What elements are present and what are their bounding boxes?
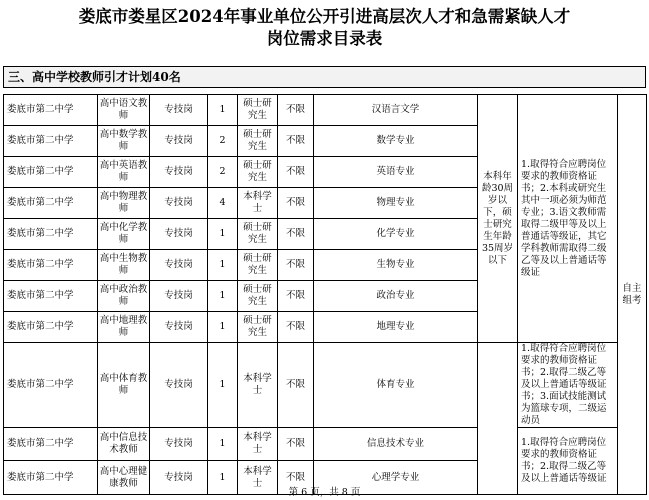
major-cell: 汉语言文学: [314, 95, 478, 126]
unit-cell: 娄底市第二中学: [4, 250, 98, 281]
count-cell: 2: [208, 126, 238, 157]
education-cell: 硕士研究生: [238, 219, 278, 250]
post-type-cell: 专技岗: [150, 343, 208, 428]
title-line-2: 岗位需求目录表: [266, 29, 383, 48]
education-cell: 本科学士: [238, 188, 278, 219]
education-cell: 本科学士: [238, 343, 278, 428]
exam-method-cell: 自主组考: [618, 95, 647, 495]
limit-cell: 不限: [278, 157, 314, 188]
post-cell: 高中体育教师: [98, 343, 150, 428]
education-cell: 本科学士: [238, 428, 278, 461]
post-type-cell: 专技岗: [150, 312, 208, 343]
count-cell: 1: [208, 95, 238, 126]
major-cell: 物理专业: [314, 188, 478, 219]
unit-cell: 娄底市第二中学: [4, 157, 98, 188]
limit-cell: 不限: [278, 461, 314, 495]
major-cell: 体育专业: [314, 343, 478, 428]
post-cell: 高中生物教师: [98, 250, 150, 281]
unit-cell: 娄底市第二中学: [4, 219, 98, 250]
table-row: [4, 95, 647, 126]
count-cell: 1: [208, 219, 238, 250]
education-cell: 硕士研究生: [238, 126, 278, 157]
requirements-cell-1: 1.取得符合应聘岗位要求的教师资格证书；2.本科或研究生其中一项必须为师范专业；3.语文教师需取得二级甲等及以上普通话等级证，其它学科教师需取得二级乙等及以上普通话等级证: [518, 95, 618, 343]
count-cell: 1: [208, 461, 238, 495]
count-cell: 1: [208, 281, 238, 312]
unit-cell: 娄底市第二中学: [4, 281, 98, 312]
table-row: [4, 428, 647, 461]
unit-cell: 娄底市第二中学: [4, 461, 98, 495]
major-cell: 政治专业: [314, 281, 478, 312]
major-cell: 化学专业: [314, 219, 478, 250]
limit-cell: 不限: [278, 188, 314, 219]
post-cell: 高中地理教师: [98, 312, 150, 343]
major-cell: 生物专业: [314, 250, 478, 281]
post-type-cell: 专技岗: [150, 126, 208, 157]
limit-cell: 不限: [278, 95, 314, 126]
post-cell: 高中心理健康教师: [98, 461, 150, 495]
page-footer: 第 6 页，共 8 页: [288, 487, 361, 498]
limit-cell: 不限: [278, 250, 314, 281]
post-type-cell: 专技岗: [150, 461, 208, 495]
education-cell: 硕士研究生: [238, 95, 278, 126]
age-requirement-cell-empty: [478, 343, 518, 495]
unit-cell: 娄底市第二中学: [4, 188, 98, 219]
post-cell: 高中化学教师: [98, 219, 150, 250]
unit-cell: 娄底市第二中学: [4, 312, 98, 343]
limit-cell: 不限: [278, 312, 314, 343]
unit-cell: 娄底市第二中学: [4, 126, 98, 157]
section-heading: 三、高中学校教师引才计划40名: [3, 66, 646, 88]
post-cell: 高中物理教师: [98, 188, 150, 219]
education-cell: 硕士研究生: [238, 312, 278, 343]
major-cell: 信息技术专业: [314, 428, 478, 461]
major-cell: 地理专业: [314, 312, 478, 343]
age-requirement-cell: 本科年龄30周岁以下，硕士研究生年龄35周岁以下: [478, 95, 518, 343]
major-cell: 心理学专业: [314, 461, 478, 495]
unit-cell: 娄底市第二中学: [4, 343, 98, 428]
post-cell: 高中英语教师: [98, 157, 150, 188]
post-type-cell: 专技岗: [150, 428, 208, 461]
education-cell: 硕士研究生: [238, 157, 278, 188]
limit-cell: 不限: [278, 428, 314, 461]
post-type-cell: 专技岗: [150, 95, 208, 126]
count-cell: 4: [208, 188, 238, 219]
limit-cell: 不限: [278, 343, 314, 428]
post-type-cell: 专技岗: [150, 188, 208, 219]
document-title: [0, 6, 649, 50]
limit-cell: 不限: [278, 126, 314, 157]
title-line-1: 娄底市娄星区2024年事业单位公开引进高层次人才和急需紧缺人才: [78, 7, 571, 26]
count-cell: 1: [208, 250, 238, 281]
limit-cell: 不限: [278, 219, 314, 250]
count-cell: 1: [208, 343, 238, 428]
count-cell: 2: [208, 157, 238, 188]
post-type-cell: 专技岗: [150, 250, 208, 281]
major-cell: 数学专业: [314, 126, 478, 157]
post-cell: 高中信息技术教师: [98, 428, 150, 461]
post-cell: 高中政治教师: [98, 281, 150, 312]
count-cell: 1: [208, 428, 238, 461]
unit-cell: 娄底市第二中学: [4, 95, 98, 126]
education-cell: 硕士研究生: [238, 281, 278, 312]
requirements-cell-3: 1.取得符合应聘岗位要求的教师资格证书；2.取得二级乙等及以上普通话等级证: [518, 428, 618, 495]
post-cell: 高中语文教师: [98, 95, 150, 126]
requirements-cell-2: 1.取得符合应聘岗位要求的教师资格证书；2.取得二级乙等及以上普通话等级证书；3.面试技能测试为篮球专项，二级运动员: [518, 343, 618, 428]
post-type-cell: 专技岗: [150, 219, 208, 250]
post-cell: 高中数学教师: [98, 126, 150, 157]
post-type-cell: 专技岗: [150, 157, 208, 188]
major-cell: 英语专业: [314, 157, 478, 188]
education-cell: 本科学士: [238, 461, 278, 495]
limit-cell: 不限: [278, 281, 314, 312]
post-type-cell: 专技岗: [150, 281, 208, 312]
recruitment-table: [3, 94, 647, 495]
education-cell: 硕士研究生: [238, 250, 278, 281]
table-row: [4, 343, 647, 428]
unit-cell: 娄底市第二中学: [4, 428, 98, 461]
count-cell: 1: [208, 312, 238, 343]
